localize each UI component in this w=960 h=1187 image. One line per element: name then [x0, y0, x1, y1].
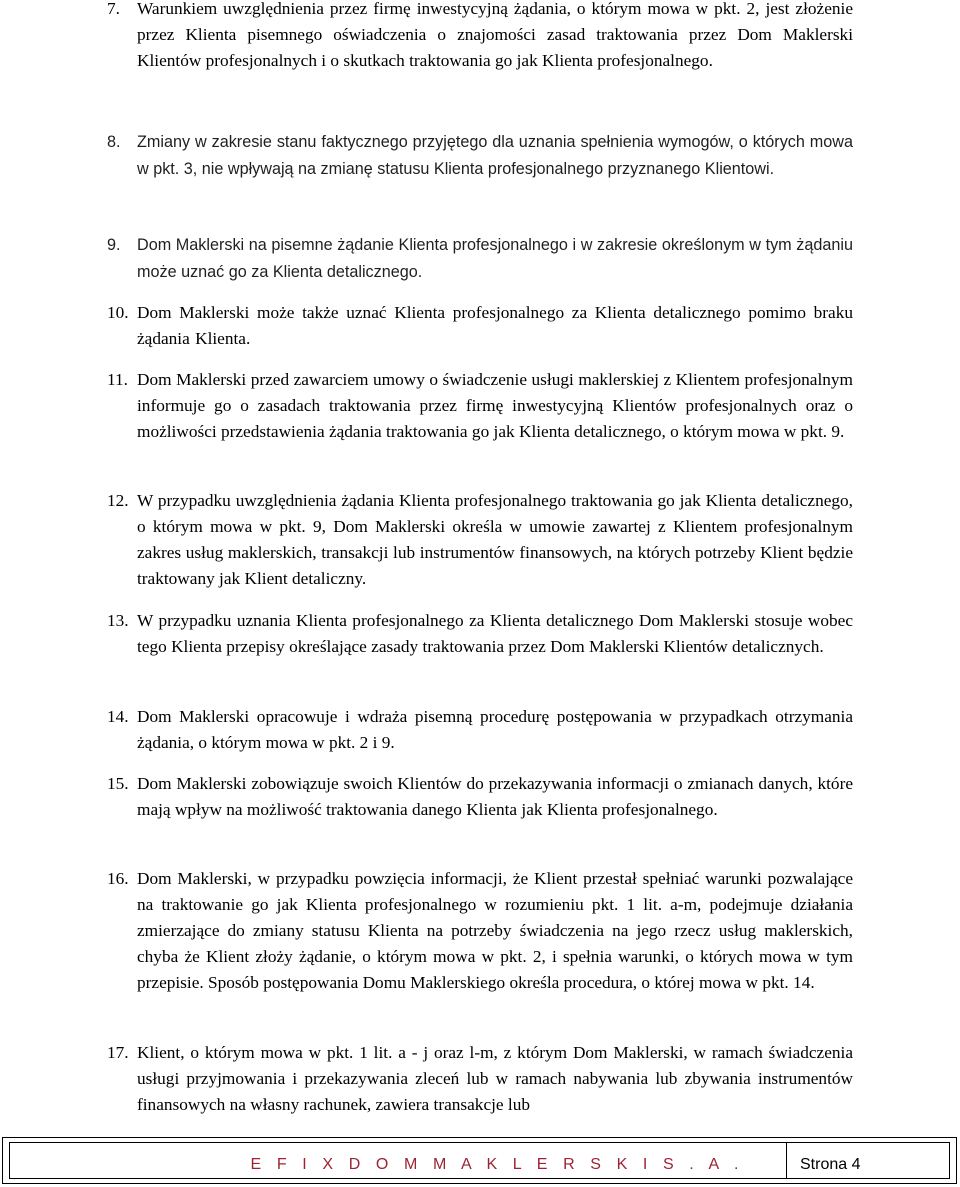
item-text: W przypadku uwzględnienia żądania Klienta profesjonalnego traktowania go jak Klienta detalicznego, o którym mowa w pkt. 9, Dom Maklerski określa w umowie zawartej z Klientem profesjonalnym zakres usług maklerskich, transakcji lub instrumentów finansowych, na których potrzeby Klient będzie traktowany jak Klient detaliczny.	[137, 491, 853, 588]
item-number: 11.	[107, 370, 128, 389]
item-number: 9.	[107, 236, 121, 254]
item-number: 16.	[107, 869, 129, 888]
item-text: W przypadku uznania Klienta profesjonalnego za Klienta detalicznego Dom Maklerski stosuje wobec tego Klienta przepisy określające zasady traktowania przez Dom Maklerski Klientów detalicznych.	[137, 611, 853, 656]
item-text: Warunkiem uwzględnienia przez firmę inwestycyjną żądania, o którym mowa w pkt. 2, jest złożenie przez Klienta pisemnego oświadczenia o znajomości zasad traktowania przez Dom Maklerski Klientów profesjonalnych i o skutkach traktowania go jak Klienta profesjonalnego.	[137, 0, 853, 70]
item-number: 17.	[107, 1043, 129, 1062]
item-text: Zmiany w zakresie stanu faktycznego przyjętego dla uznania spełnienia wymogów, o których mowa w pkt. 3, nie wpływają na zmianę statusu Klienta profesjonalnego przyznanego Klientowi.	[137, 133, 853, 178]
item-text: Dom Maklerski na pisemne żądanie Klienta profesjonalnego i w zakresie określonym w tym żądaniu może uznać go za Klienta detalicznego.	[137, 236, 853, 281]
item-number: 10.	[107, 303, 129, 322]
footer-inner-border	[9, 1142, 950, 1179]
item-number: 13.	[107, 611, 129, 630]
footer-company-name: E F I X D O M M A K L E R S K I S . A .	[250, 1156, 744, 1173]
item-text: Dom Maklerski opracowuje i wdraża pisemną procedurę postępowania w przypadkach otrzymania żądania, o którym mowa w pkt. 2 i 9.	[137, 707, 853, 752]
footer-divider	[786, 1143, 787, 1178]
item-text: Klient, o którym mowa w pkt. 1 lit. a - j oraz l-m, z którym Dom Maklerski, w ramach świadczenia usługi przyjmowania i przekazywania zleceń lub w ramach nabywania lub zbywania instrumentów finansowych na własny rachunek, zawiera transakcje lub	[137, 1043, 853, 1114]
item-text: Dom Maklerski może także uznać Klienta profesjonalnego za Klienta detalicznego pomimo braku żądania Klienta.	[137, 303, 853, 348]
item-text: Dom Maklerski, w przypadku powzięcia informacji, że Klient przestał spełniać warunki pozwalające na traktowanie go jak Klienta profesjonalnego w rozumieniu pkt. 1 lit. a-m, podejmuje działania zmierzające do zmiany statusu Klienta na potrzeby świadczenia na jego rzecz usług maklerskich, chyba że Klient złoży żądanie, o którym mowa w pkt. 2, i spełnia warunki, o których mowa w tym przepisie. Sposób postępowania Domu Maklerskiego określa procedura, o której mowa w pkt. 14.	[137, 869, 853, 992]
item-number: 15.	[107, 774, 129, 793]
item-text: Dom Maklerski przed zawarciem umowy o świadczenie usługi maklerskiej z Klientem profesjonalnym informuje go o zasadach traktowania przez firmę inwestycyjną Klientów profesjonalnych oraz o możliwości przedstawienia żądania traktowania go jak Klienta detalicznego, o którym mowa w pkt. 9.	[137, 370, 853, 441]
page-footer	[2, 1137, 957, 1184]
page-number: Strona 4	[800, 1156, 861, 1173]
item-number: 7.	[107, 0, 120, 18]
item-number: 12.	[107, 491, 129, 510]
item-number: 8.	[107, 133, 121, 151]
item-text: Dom Maklerski zobowiązuje swoich Klientów do przekazywania informacji o zmianach danych, które mają wpływ na możliwość traktowania danego Klienta jak Klienta profesjonalnego.	[137, 774, 853, 819]
item-number: 14.	[107, 707, 129, 726]
